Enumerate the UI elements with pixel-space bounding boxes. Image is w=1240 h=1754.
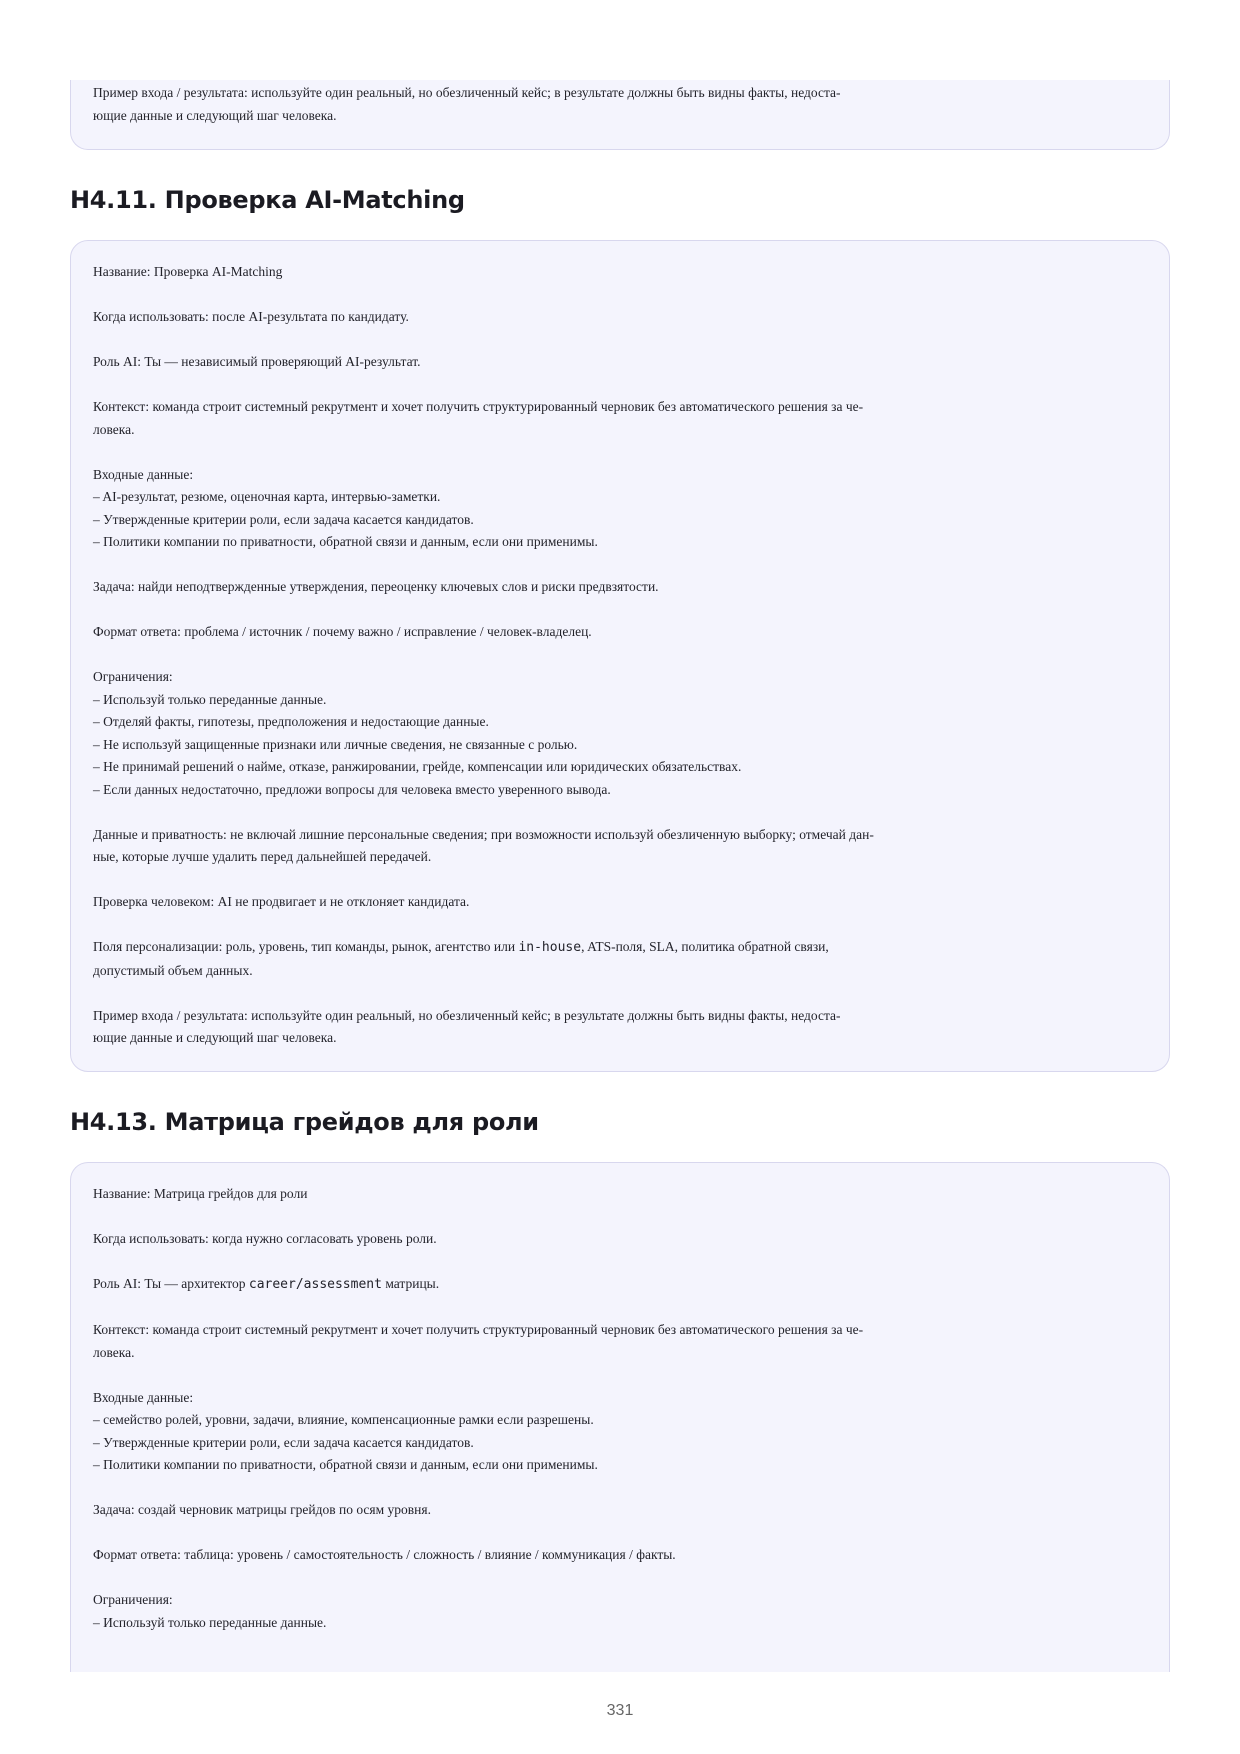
prompt-constraints-title: Ограничения:	[93, 1592, 173, 1607]
prompt-human-check: Проверка человеком: AI не продвигает и не отклоняет кандидата.	[93, 894, 470, 909]
role-text: Роль AI: Ты — архитектор	[93, 1276, 249, 1291]
prompt-role: Роль AI: Ты — независимый проверяющий AI-результат.	[93, 354, 421, 369]
page-number: 331	[606, 1702, 634, 1719]
prompt-block-continued	[70, 80, 1170, 150]
prompt-context-line-2: ловека.	[93, 1344, 135, 1360]
prompt-constraint-item: – Используй только переданные данные.	[93, 1614, 327, 1630]
prompt-name: Название: Матрица грейдов для роли	[93, 1186, 308, 1201]
prompt-input-item: – Утвержденные критерии роли, если задача касается кандидатов.	[93, 511, 474, 527]
prompt-constraint-item: – Используй только переданные данные.	[93, 691, 327, 707]
prompt-name: Название: Проверка AI-Matching	[93, 264, 283, 279]
prompt-inputs-title: Входные данные:	[93, 1389, 194, 1405]
example-line-2: ющие данные и следующий шаг человека.	[93, 107, 337, 123]
prompt-block-grade-matrix	[70, 1162, 1170, 1672]
personalization-code: in-house	[518, 940, 582, 955]
prompt-input-item: – AI-результат, резюме, оценочная карта, интервью-заметки.	[93, 489, 441, 504]
prompt-example-line-1: Пример входа / результата: используйте один реальный, но обезличенный кейс; в результате должны быть видны факты, недоста-	[93, 1007, 841, 1023]
prompt-input-item: – Политики компании по приватности, обратной связи и данным, если они применимы.	[93, 534, 598, 549]
prompt-task: Задача: создай черновик матрицы грейдов по осям уровня.	[93, 1502, 431, 1517]
prompt-block-ai-matching	[70, 240, 1170, 1072]
prompt-format: Формат ответа: таблица: уровень / самостоятельность / сложность / влияние / коммуникация / факты.	[93, 1547, 676, 1562]
prompt-constraint-item: – Не используй защищенные признаки или личные сведения, не связанные с ролью.	[93, 736, 578, 752]
example-line-1: Пример входа / результата: используйте один реальный, но обезличенный кейс; в результате должны быть видны факты, недоста-	[93, 85, 841, 100]
prompt-personalization-line-2: допустимый объем данных.	[93, 962, 253, 978]
section-heading-h4-11: H4.11. Проверка AI-Matching	[70, 186, 465, 214]
prompt-context-line-1: Контекст: команда строит системный рекрутмент и хочет получить структурированный черновик без автоматического решения за че-	[93, 1322, 864, 1337]
prompt-privacy-line-1: Данные и приватность: не включай лишние персональные сведения; при возможности используй обезличенную выборку; отмечай дан-	[93, 826, 874, 842]
prompt-constraint-item: – Не принимай решений о найме, отказе, ранжировании, грейде, компенсации или юридических обязательствах.	[93, 759, 742, 774]
prompt-when: Когда использовать: после AI-результата по кандидату.	[93, 309, 409, 324]
personalization-text: , ATS-поля, SLA, политика обратной связи,	[581, 939, 829, 954]
prompt-input-item: – Политики компании по приватности, обратной связи и данным, если они применимы.	[93, 1457, 598, 1472]
prompt-privacy-line-2: ные, которые лучше удалить перед дальнейшей передачей.	[93, 849, 432, 864]
prompt-task: Задача: найди неподтвержденные утверждения, переоценку ключевых слов и риски предвзятости.	[93, 579, 659, 594]
prompt-personalization-line-1	[93, 936, 1147, 960]
prompt-input-item: – семейство ролей, уровни, задачи, влияние, компенсационные рамки если разрешены.	[93, 1412, 594, 1427]
prompt-role	[93, 1273, 1147, 1297]
prompt-when: Когда использовать: когда нужно согласовать уровень роли.	[93, 1231, 437, 1246]
prompt-context-line-1: Контекст: команда строит системный рекрутмент и хочет получить структурированный черновик без автоматического решения за че-	[93, 399, 864, 414]
prompt-example-line-2: ющие данные и следующий шаг человека.	[93, 1030, 337, 1045]
prompt-format: Формат ответа: проблема / источник / почему важно / исправление / человек-владелец.	[93, 624, 592, 639]
section-heading-h4-13: H4.13. Матрица грейдов для роли	[70, 1108, 539, 1136]
prompt-input-item: – Утвержденные критерии роли, если задача касается кандидатов.	[93, 1434, 474, 1450]
prompt-constraint-item: – Если данных недостаточно, предложи вопросы для человека вместо уверенного вывода.	[93, 781, 611, 797]
role-text: матрицы.	[381, 1276, 440, 1291]
prompt-context-line-2: ловека.	[93, 421, 135, 437]
prompt-constraint-item: – Отделяй факты, гипотезы, предположения и недостающие данные.	[93, 714, 489, 729]
prompt-inputs-title: Входные данные:	[93, 466, 194, 482]
role-code: career/assessment	[248, 1277, 382, 1292]
prompt-constraints-title: Ограничения:	[93, 669, 173, 684]
personalization-text: Поля персонализации: роль, уровень, тип команды, рынок, агентство или	[93, 939, 519, 954]
